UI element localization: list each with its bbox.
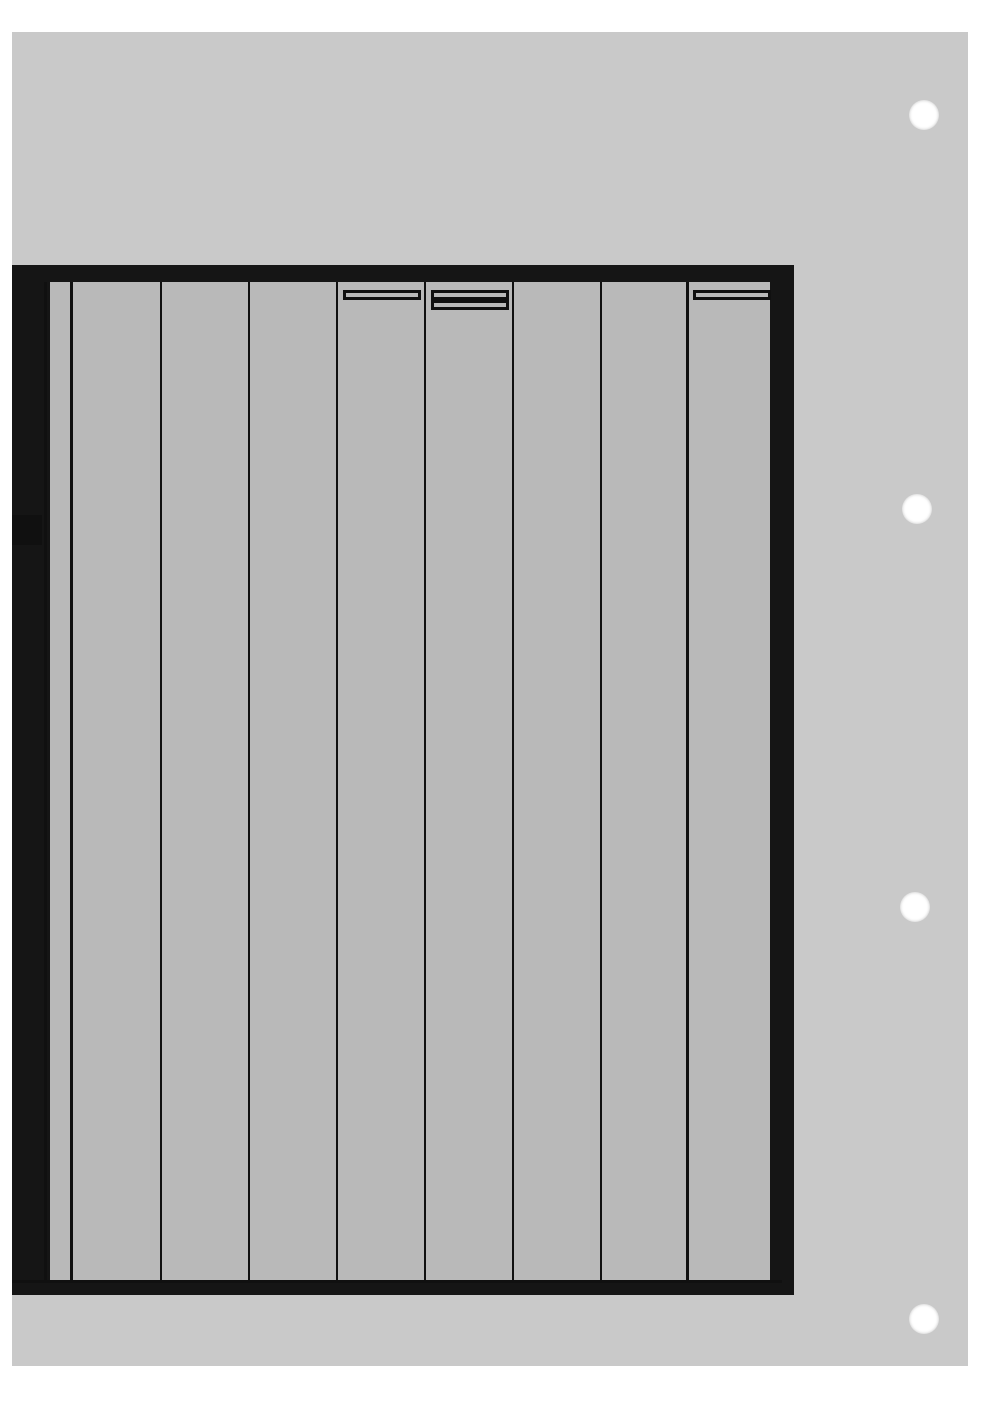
text-column-1 bbox=[690, 290, 774, 1280]
column-rule bbox=[70, 282, 73, 1282]
text-column-4 bbox=[428, 290, 512, 1280]
proper-name-box bbox=[431, 290, 509, 300]
binder-hole-4 bbox=[909, 1304, 939, 1334]
proper-name-box bbox=[693, 290, 771, 300]
text-column-5 bbox=[340, 290, 424, 1280]
column-rule bbox=[600, 282, 602, 1282]
column-rule bbox=[248, 282, 250, 1282]
binder-hole-1 bbox=[909, 100, 939, 130]
column-rule bbox=[424, 282, 426, 1282]
proper-name-box bbox=[431, 300, 509, 310]
column-rule bbox=[336, 282, 338, 1282]
bottom-rule bbox=[12, 1280, 782, 1283]
proper-name-box bbox=[343, 290, 421, 300]
column-rule bbox=[686, 282, 689, 1282]
binder-hole-3 bbox=[900, 892, 930, 922]
margin-rule bbox=[44, 282, 47, 1282]
column-rule bbox=[160, 282, 162, 1282]
binder-hole-2 bbox=[902, 494, 932, 524]
column-rule bbox=[512, 282, 514, 1282]
fish-tail-mark bbox=[12, 515, 42, 545]
